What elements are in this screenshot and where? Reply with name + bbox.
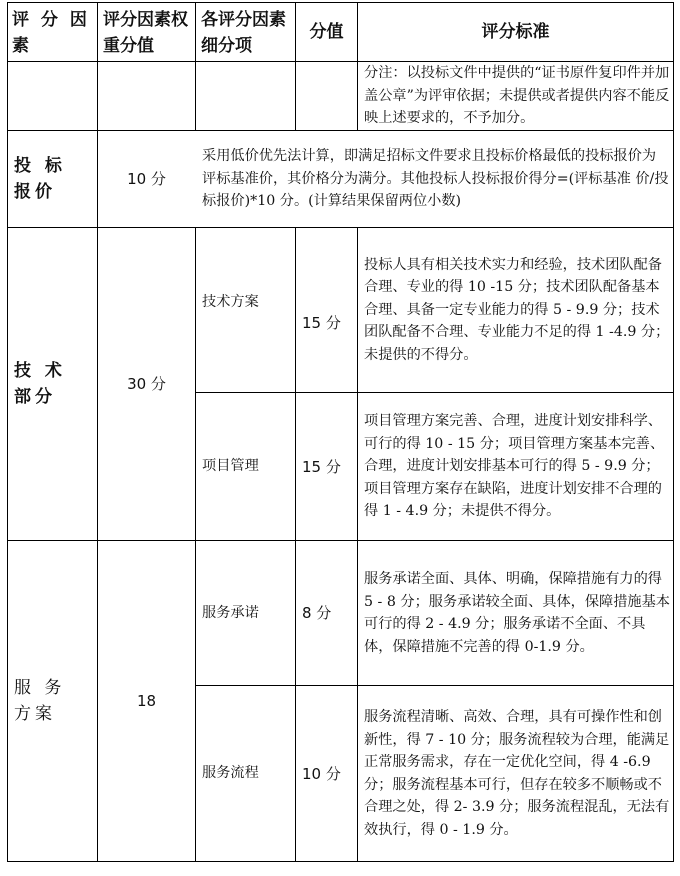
tech-sub-plan: 技术方案 [202,293,259,310]
price-standard: 采用低价优先法计算，即满足招标文件要求且投标价格最低的投标报价为评标基准价，其价格分为满分。其他投标人投标报价得分=(评标基准 价/投标报价)*10 分。(计算结果保留两位小数) [202,148,669,210]
service-standard-commitment: 服务承诺全面、具体、明确，保障措施有力的得 5 - 8 分；服务承诺较全面、具体，保障措施基本可行的得 2 - 4.9 分；服务承诺不全面、不具体，保障措施不完善的得 0-1.9 分。 [364,571,670,655]
rule-col4-right-lower [357,227,358,862]
service-weight: 18 [136,692,157,710]
service-sub-commitment: 服务承诺 [202,604,259,621]
header-standard: 评分标准 [481,21,550,42]
cont-standard: 分注：以投标文件中提供的“证书原件复印件并加盖公章”为评审依据；未提供或者提供内容不能反映上述要求的，不予加分。 [364,65,670,127]
service-score-commitment: 8 分 [302,604,332,622]
rule-col2-right-upper [195,2,196,131]
tech-sub-management: 项目管理 [202,458,259,475]
rule-left [7,2,8,862]
service-sub-process: 服务流程 [202,765,259,782]
rule-bottom [7,861,674,862]
price-weight: 10 分 [127,170,166,188]
price-factor: 投 标 报价 [14,156,66,202]
tech-factor: 技 术 部分 [14,361,66,407]
header-weight: 评分因素权重分值 [103,10,188,56]
tech-standard-plan: 投标人具有相关技术实力和经验，技术团队配备合理、专业的得 10 -15 分；技术团队配备基本合理、具备一定专业能力的得 5 - 9.9 分；技术团队配备不合理、专业能力不足的得 1 -4.9 分；未提供的不得分。 [364,256,670,363]
service-score-process: 10 分 [302,764,341,783]
header-subitem: 各评分因素细分项 [201,10,286,56]
header-factor: 评 分 因素 [12,10,90,56]
rule-col2-right-lower [195,227,196,862]
header-score: 分值 [309,21,344,42]
tech-standard-management: 项目管理方案完善、合理，进度计划安排科学、可行的得 10 - 15 分；项目管理方案基本完善、合理，进度计划安排基本可行的得 5 - 9.9 分；项目管理方案存在缺陷，进度计划安排不合理的得 1 - 4.9 分；未提供不得分。 [364,413,665,520]
service-factor: 服 务 方案 [14,678,66,724]
tech-score-management: 15 分 [302,457,341,476]
tech-weight: 30 分 [127,375,166,393]
service-standard-process: 服务流程清晰、高效、合理，具有可操作性和创新性，得 7 - 10 分；服务流程较为合理，能满足正常服务需求，存在一定优化空间，得 4 -6.9 分；服务流程基本可行，但存在较多不顺畅或不合理之处，得 2- 3.9 分；服务流程混乱，无法有效执行，得 0 - 1.9 分。 [364,709,670,838]
rule-right [673,2,674,862]
rule-col3-right-lower [295,227,296,862]
tech-score-plan: 15 分 [302,314,341,332]
